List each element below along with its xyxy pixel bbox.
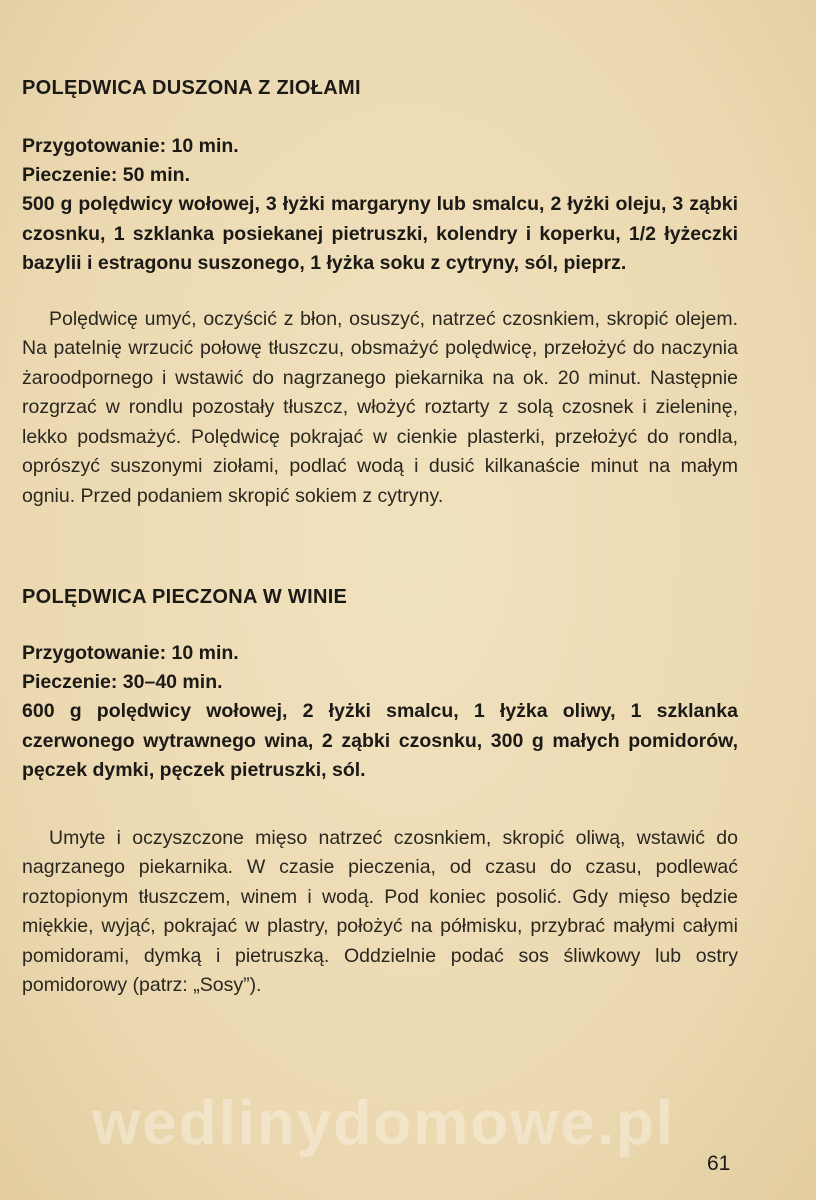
cook-time: Pieczenie: 50 min. <box>22 164 190 186</box>
recipe-title: POLĘDWICA PIECZONA W WINIE <box>22 586 348 608</box>
recipe-title: POLĘDWICA DUSZONA Z ZIOŁAMI <box>22 77 361 99</box>
watermark: wedlinydomowe.pl <box>92 1089 676 1158</box>
cook-time: Pieczenie: 30–40 min. <box>22 671 223 693</box>
ingredients-list: 600 g polędwicy wołowej, 2 łyżki smalcu, 1 łyżka oliwy, 1 szklanka czerwonego wytrawnego wina, 2 ząbki czosnku, 300 g małych pomidorów, pęczek dymki, pęczek pietruszki, sól. <box>22 700 738 781</box>
recipe-poledwica-duszona <box>22 74 738 511</box>
instructions-text: Polędwicę umyć, oczyścić z błon, osuszyć, natrzeć czosnkiem, skropić olejem. Na patelnię wrzucić połowę tłuszczu, obsmażyć polędwicę, przełożyć do naczynia żaroodpornego i wstawić do nagrzanego piekarnika na ok. 20 minut. Następnie rozgrzać w rondlu pozostały tłuszcz, włożyć roztarty z solą czosnek i zieleninę, lekko podsmażyć. Polędwicę pokrajać w cienkie plasterki, przełożyć do rondla, oprószyć suszonymi ziołami, podlać wodą i dusić kilkanaście minut na małym ogniu. Przed podaniem skropić sokiem z cytryny. <box>22 307 738 507</box>
recipe-poledwica-pieczona <box>22 583 738 1001</box>
instructions-text: Umyte i oczyszczone mięso natrzeć czosnkiem, skropić oliwą, wstawić do nagrzanego piekarnika. W czasie pieczenia, od czasu do czasu, podlewać roztopionym tłuszczem, winem i wodą. Pod koniec posolić. Gdy mięso będzie miękkie, wyjąć, pokrajać w plastry, położyć na półmisku, przybrać małymi całymi pomidorami, dymką i pietruszką. Oddzielnie podać sos śliwkowy lub ostry pomidorowy (patrz: „Sosy”). <box>22 826 738 996</box>
prep-time: Przygotowanie: 10 min. <box>22 135 239 157</box>
page-content <box>22 74 738 1001</box>
prep-time: Przygotowanie: 10 min. <box>22 642 239 664</box>
page-number: 61 <box>707 1152 731 1175</box>
ingredients-list: 500 g polędwicy wołowej, 3 łyżki margaryny lub smalcu, 2 łyżki oleju, 3 ząbki czosnku, 1 szklanka posiekanej pietruszki, kolendry i koperku, 1/2 łyżeczki bazylii i estragonu suszonego, 1 łyżka soku z cytryny, sól, pieprz. <box>22 193 738 274</box>
